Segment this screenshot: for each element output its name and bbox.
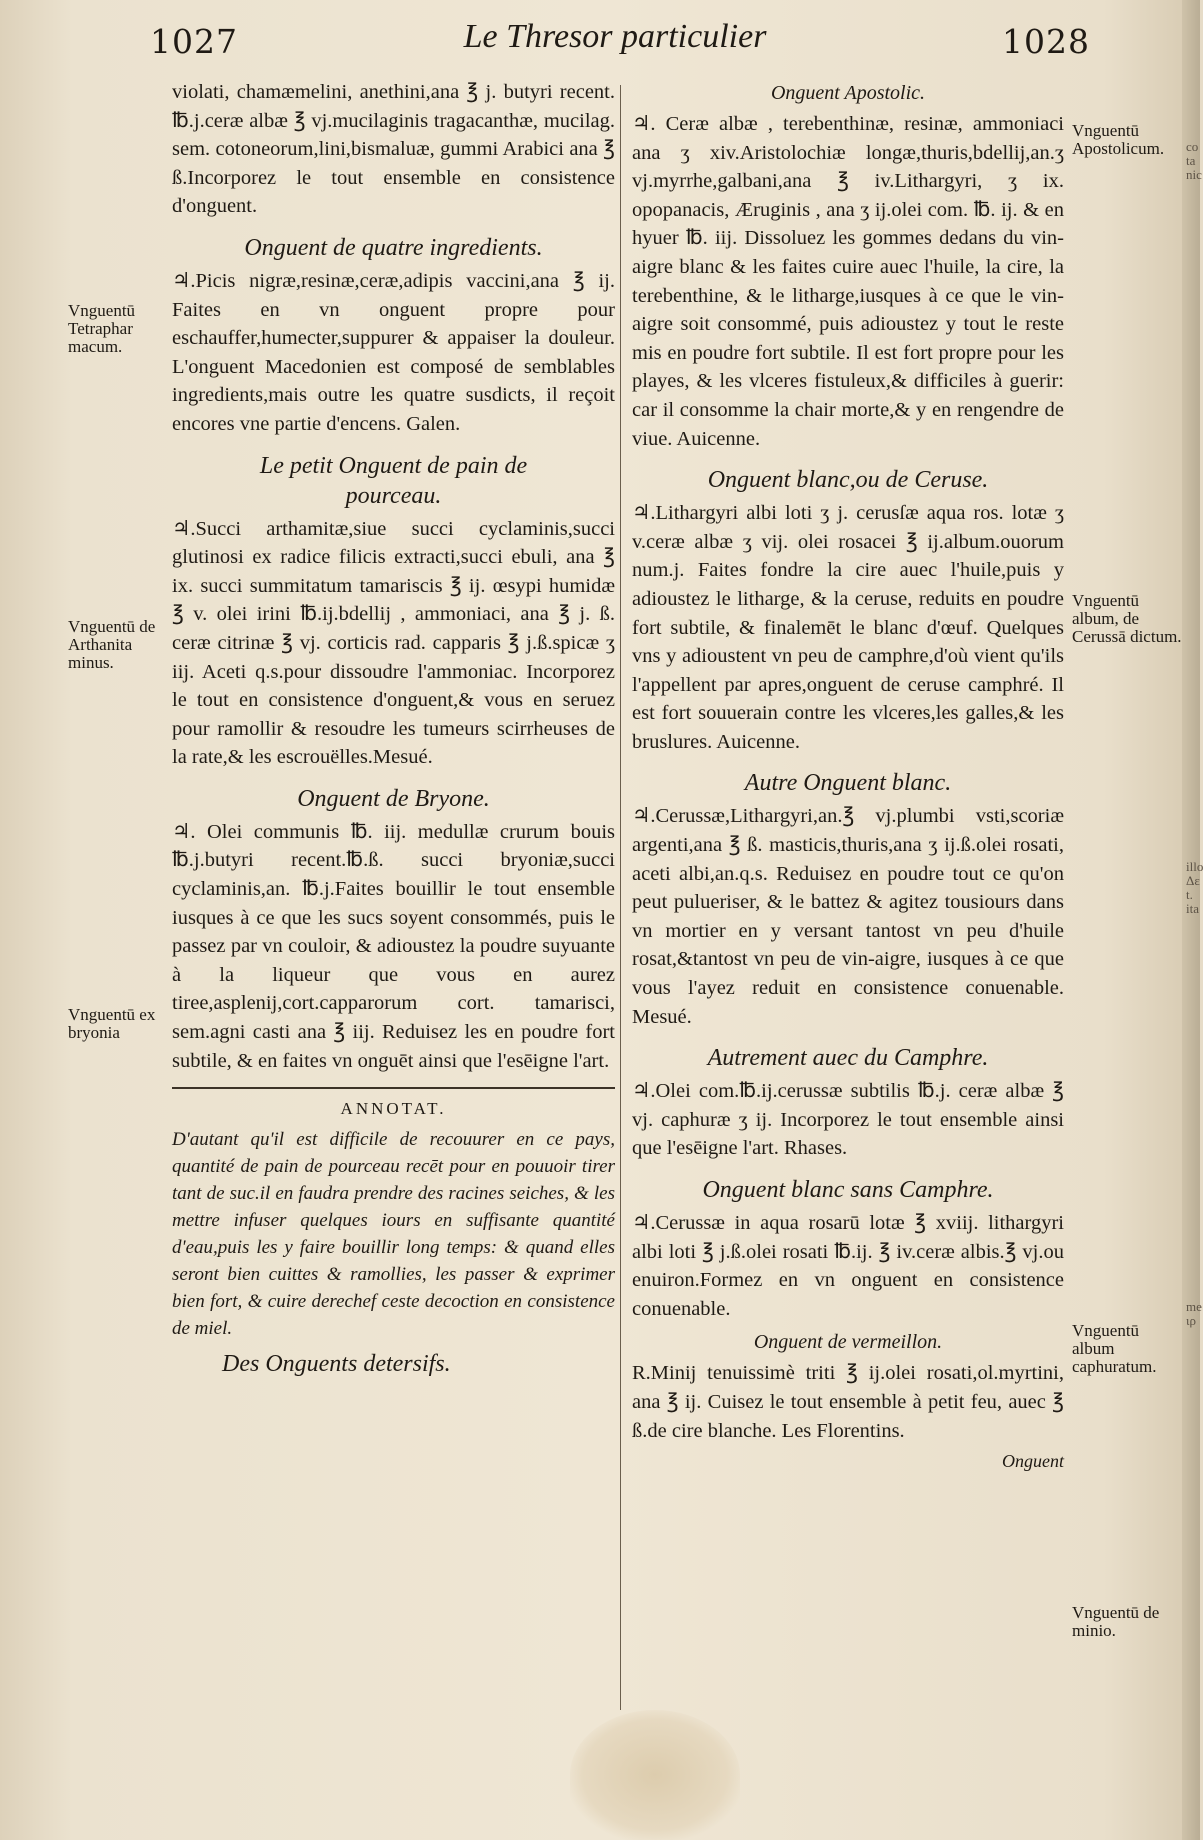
margin-note-bryonia: Vnguentū ex bryonia xyxy=(68,1005,156,1042)
margin-note-tetrapharmacum: Vnguentū Tetraphar macum. xyxy=(68,301,136,356)
page-header xyxy=(150,18,1090,68)
paragraph-apostolic: ♃. Ceræ albæ , terebenthinæ, resinæ, ammoniaci ana ʒ xiv.Aristolochiæ longæ,thuris,bdellij,an.ʒ vj.myrrhe,galbani,ana ℥ iv.Lithargyri, ʒ ix. opopanacis, Æruginis , ana ʒ ij.olei com. ℔. ij. & en hyuer ℔. iij. Dissoluez les gommes dedans du vin-aigre blanc & les faites cuire auec l'huile, la cire, la terebenthine, & le litharge,iusques à ce que le vin-aigre soit consommé, puis adioustez y tout le reste mis en poudre fort subtile. Il est fort propre pour les playes, & les vlceres fistuleux,& difficiles à guerir: car il consomme la chair morte,& y en rengendre de viue. Auicenne. xyxy=(632,113,1064,450)
heading-pain-de-pourceau xyxy=(172,451,615,511)
heading-line: pourceau. xyxy=(345,482,442,509)
left-column xyxy=(172,78,615,1378)
heading-vermeillon: Onguent de vermeillon. xyxy=(753,1331,943,1354)
right-column xyxy=(632,78,1064,1476)
paragraph-sans-camphre: ♃.Cerussæ in aqua rosarū lotæ ℥ xviij. lithargyri albi loti ℥ j.ß.olei rosati ℔.ij. ℥ iv.ceræ albis.℥ vj.ou enuiron.Formez en vn onguent en consistence conuenable. xyxy=(632,1212,1064,1320)
heading-quatre-ingredients: Onguent de quatre ingredients. xyxy=(244,234,543,261)
column-divider xyxy=(620,85,621,1710)
heading-line: Le petit Onguent de pain de xyxy=(259,452,528,479)
paragraph-camphre: ♃.Olei com.℔.ij.cerussæ subtilis ℔.j. ceræ albæ ℥ vj. caphuræ ʒ ij. Incorporez le tout ensemble ainsi que l'esēigne l'art. Rhases. xyxy=(632,1080,1064,1160)
catchword: Onguent xyxy=(1002,1451,1064,1472)
margin-note-minio: Vnguentū de minio. xyxy=(1072,1603,1160,1640)
heading-apostolic: Onguent Apostolic. xyxy=(770,82,926,104)
heading-ceruse: Onguent blanc,ou de Ceruse. xyxy=(707,467,989,494)
heading-autre-blanc: Autre Onguent blanc. xyxy=(744,770,952,797)
margin-note-album-cerussa: Vnguentū album, de Cerussā dictum. xyxy=(1072,591,1182,646)
paragraph-ceruse: ♃.Lithargyri albi loti ʒ j. cerusſæ aqua ros. lotæ ʒ v.ceræ albæ ʒ vij. olei rosacei ℥ ij.album.ouorum num.j. Faites fondre la cire auec l'huile,puis y adioustez le litharge, & la ceruse, reduits en poudre fort subtile, & finalemēt le blanc d'œuf. Quelques vns y adioustent vn peu de camphre,d'où vient qu'ils l'appellent par apres,onguent de ceruse camphré. Il est fort souuerain contre les vlceres,les galles,& les bruslures. Auicenne. xyxy=(632,502,1064,753)
right-page-number: 1028 xyxy=(1002,22,1090,61)
running-title: Le Thresor particulier xyxy=(463,18,767,55)
margin-note-apostolicum: Vnguentū Apostolicum. xyxy=(1072,121,1165,158)
annotation-title: ANNOTAT. xyxy=(340,1099,447,1119)
edge-fragment: illo Δε t. ita xyxy=(1186,859,1203,916)
heading-bryone: Onguent de Bryone. xyxy=(297,785,490,812)
heading-sans-camphre: Onguent blanc sans Camphre. xyxy=(702,1177,994,1203)
edge-fragment: me ιρ xyxy=(1186,1299,1202,1328)
chapter-heading-detersifs: Des Onguents detersifs. xyxy=(222,1350,451,1377)
paragraph-bryone: ♃. Olei communis ℔. iij. medullæ crurum bouis ℔.j.butyri recent.℔.ß. succi bryoniæ,succi cyclaminis,an. ℔.j.Faites bouillir le tout ensemble iusques à ce que les sucs soyent consommés, puis le passez par vn couloir, & adioustez la poudre suyuante à la liqueur que vous en aurez tiree,asplenij,cort.capparorum cort. tamarisci, sem.agni casti ana ℥ iij. Reduisez les en poudre fort subtile, & en faites vn onguēt ainsi que l'esēigne l'art. xyxy=(172,820,615,1072)
left-page-number: 1027 xyxy=(150,22,238,61)
edge-fragment: co ta nic xyxy=(1186,139,1202,182)
opening-paragraph: violati, chamæmelini, anethini,ana ℥ j. butyri recent. ℔.j.ceræ albæ ℥ vj.mucilaginis tragacanthæ, mucilag. sem. cotoneorum,lini,bismaluæ, gummi Arabici ana ℥ ß.Incorporez le tout ensemble en consistence d'onguent. xyxy=(172,81,615,218)
margin-note-arthanita: Vnguentū de Arthanita minus. xyxy=(68,617,156,672)
next-page-edge xyxy=(1182,0,1200,1840)
paragraph-quatre-ingredients: ♃.Picis nigræ,resinæ,ceræ,adipis vaccini,ana ℥ ij. Faites en vn onguent propre pour eschauffer,humecter,suppurer & appaiser la douleur. L'onguent Macedonien est composé de semblables ingredients,mais outre les quatre susdicts, il reçoit encores vne partie d'encens. Galen. xyxy=(172,269,615,435)
paragraph-autre-blanc: ♃.Cerussæ,Lithargyri,an.℥ vj.plumbi vsti,scoriæ argenti,ana ℥ ß. masticis,thuris,ana ʒ ij.ß.olei rosati, aceti albi,an.q.s. Reduisez en poudre tout ce qu'on peut pulueriser, & le battez & agitez tousiours dans vn mortier en y versant tantost vn peu d'huile rosat,&tantost vn peu de vin-aigre, iusques à ce que vous l'ayez reduit en consistence conuenable. Mesué. xyxy=(632,805,1064,1028)
margin-note-album-camphoratum: Vnguentū album caphuratum. xyxy=(1072,1321,1157,1376)
heading-camphre: Autrement auec du Camphre. xyxy=(707,1045,989,1072)
annotation-text: D'autant qu'il est difficile de recouurer en ce pays, quantité de pain de pourceau recēt pour en pouuoir tirer tant de suc.il en faudra prendre des racines seiches, & les mettre infuser quelques iours en suffisante quantité d'eau,puis les y faire bouillir long temps: & quand elles seront bien cuittes & ramollies, les passer & exprimer bien fort, & cuire derechef ceste decoction en consistence de miel. xyxy=(172,1128,615,1339)
section-rule xyxy=(172,1087,615,1089)
paragraph-vermeillon: R.Minij tenuissimè triti ℥ ij.olei rosati,ol.myrtini, ana ℥ ij. Cuisez le tout ensemble à petit feu, auec ℥ ß.de cire blanche. Les Florentins. xyxy=(632,1362,1064,1442)
paragraph-pain-de-pourceau: ♃.Succi arthamitæ,siue succi cyclaminis,succi glutinosi ex radice filicis extracti,succi ebuli, ana ℥ ix. succi summitatum tamariscis ℥ ij. œsypi humidæ ℥ v. olei irini ℔.ij.bdellij , ammoniaci, ana ℥ j. ß. ceræ citrinæ ℥ vj. corticis rad. capparis ℥ j.ß.spicæ ʒ iij. Aceti q.s.pour dissoudre l'ammoniac. Incorporez le tout en consistence d'onguent,& vous en seruez pour ramollir & resoudre les tumeurs scirrheuses de la rate,& les escrouëlles.Mesué. xyxy=(172,517,615,769)
paper-stain xyxy=(570,1710,740,1840)
